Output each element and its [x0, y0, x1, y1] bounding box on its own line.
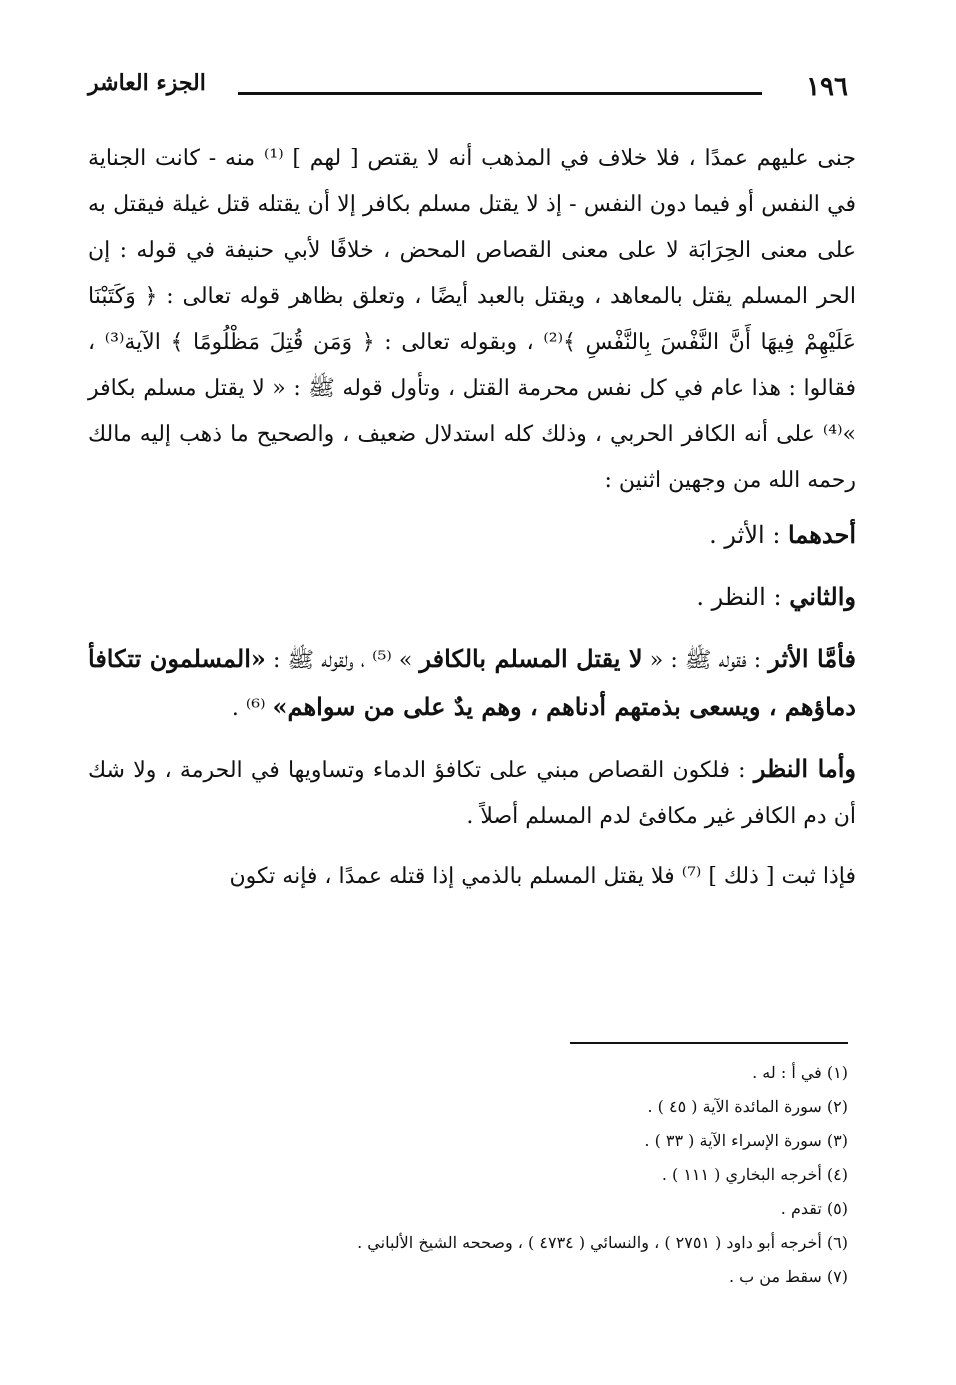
footnote-1: (١) في أ : له . [752, 1063, 848, 1082]
athar-text-2: » ⁽⁵⁾ ، ولقوله ﷺ : [265, 648, 420, 673]
nazar-lead: وأما النظر [753, 754, 856, 783]
last-paragraph: فإذا ثبت [ ذلك ] ⁽⁷⁾ فلا يقتل المسلم بالذمي إذا قتله عمدًا ، فإنه تكون [229, 864, 856, 889]
footnote-2: (٢) سورة المائدة الآية ( ٤٥ ) . [647, 1097, 848, 1116]
footnote-6: (٦) أخرجه أبو داود ( ٢٧٥١ ) ، والنسائي ( ٤٧٣٤ ) ، وصححه الشيخ الألباني . [357, 1233, 848, 1252]
footnote-4: (٤) أخرجه البخاري ( ١١١ ) . [661, 1165, 848, 1184]
second-point-label: والثاني [789, 582, 856, 611]
nazar-text: : فلكون القصاص مبني على تكافؤ الدماء وتساويها في الحرمة ، ولا شك أن دم الكافر غير مكافئ لدم المسلم أصلاً . [88, 758, 856, 829]
second-point-text: : النظر . [696, 583, 790, 611]
footnote-5: (٥) تقدم . [780, 1199, 848, 1218]
first-point-line [88, 512, 856, 558]
athar-hadith-2: «المسلمون تتكافأ دماؤهم ، ويسعى بذمتهم أدناهم ، وهم يدٌ على من سواهم» [88, 644, 856, 721]
running-head: الجزء العاشر [88, 70, 206, 96]
athar-lead: فأمَّا الأثر [768, 644, 856, 673]
page-number: ١٩٦ [806, 72, 848, 102]
main-text [88, 136, 856, 900]
footnotes [88, 1056, 848, 1294]
athar-hadith-1: لا يقتل المسلم بالكافر [419, 644, 643, 673]
footnote-separator [570, 1042, 848, 1044]
first-point-text: : الأثر . [709, 521, 789, 549]
page-header [88, 68, 848, 112]
nazar-paragraph [88, 746, 856, 840]
athar-paragraph [88, 636, 856, 732]
first-point-label: أحدهما [788, 520, 856, 549]
footnote-7: (٧) سقط من ب . [728, 1267, 848, 1286]
athar-text-1: : فقوله ﷺ : « [642, 648, 769, 673]
second-point-line [88, 574, 856, 620]
footnote-3: (٣) سورة الإسراء الآية ( ٣٣ ) . [644, 1131, 848, 1150]
header-rule [238, 92, 762, 95]
paragraph-main: جنى عليهم عمدًا ، فلا خلاف في المذهب أنه لا يقتص [ لهم ] ⁽¹⁾ منه - كانت الجناية في النفس أو فيما دون النفس - إذ لا يقتل مسلم بكافر إلا أن يقتله قتل غيلة فيقتل به على معنى الحِرَابَة لا على معنى القصاص المحض ، خلافًا لأبي حنيفة في قوله : إن الحر المسلم يقتل بالمعاهد ، ويقتل بالعبد أيضًا ، وتعلق بظاهر قوله تعالى : ﴿ وَكَتَبْنَا عَلَيْهِمْ فِيهَا أَنَّ النَّفْسَ بِالنَّفْسِ ﴾⁽²⁾ ، وبقوله تعالى : ﴿ وَمَن قُتِلَ مَظْلُومًا ﴾ الآية⁽³⁾ ، فقالوا : هذا عام في كل نفس محرمة القتل ، وتأول قوله ﷺ : « لا يقتل مسلم بكافر »⁽⁴⁾ على أنه الكافر الحربي ، وذلك كله استدلال ضعيف ، والصحيح ما ذهب إليه مالك رحمه الله من وجهين اثنين : [88, 146, 857, 493]
athar-text-3: ⁽⁶⁾ . [231, 696, 273, 721]
